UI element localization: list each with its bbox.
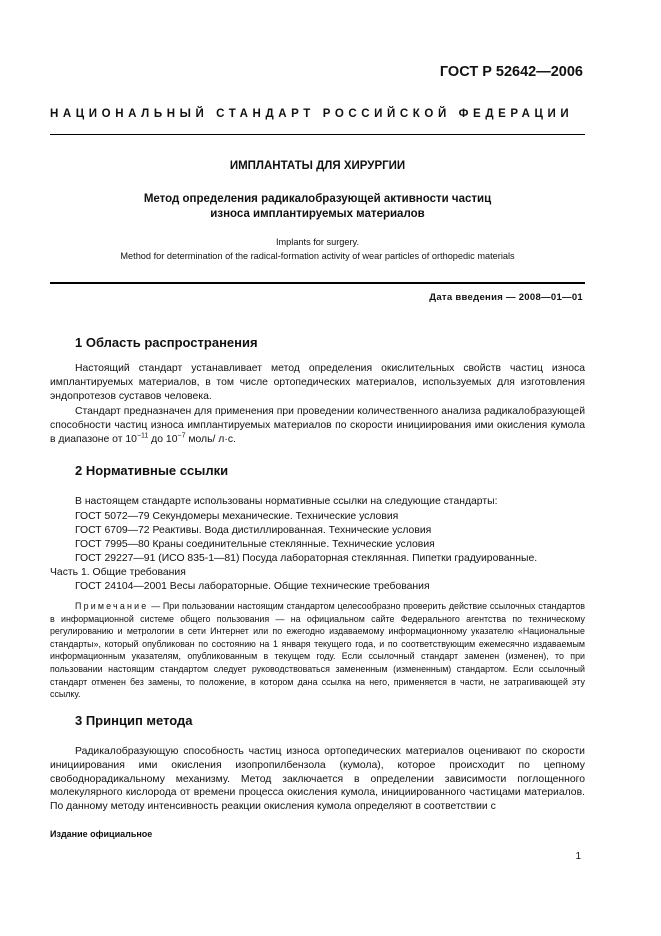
subtitle-line-1: Метод определения радикалобразующей активности частиц [143, 193, 492, 205]
page-number: 1 [575, 851, 581, 862]
title-divider [50, 282, 585, 284]
section-2-note [50, 600, 585, 701]
section-2-intro: В настоящем стандарте использованы нормативные ссылки на следующие стандарты: [75, 496, 498, 507]
exponent-1: −11 [136, 432, 149, 440]
header-divider [50, 134, 585, 135]
reference-item: ГОСТ 24104—2001 Весы лабораторные. Общие технические требования [75, 581, 430, 592]
national-standard-heading: НАЦИОНАЛЬНЫЙ СТАНДАРТ РОССИЙСКОЙ ФЕДЕРАЦИИ [50, 108, 574, 120]
range-mid: до 10 [148, 433, 178, 445]
section-1-paragraph-2 [50, 405, 585, 446]
document-subtitle [50, 192, 585, 222]
subtitle-line-2: износа имплантируемых материалов [210, 208, 425, 220]
section-2-heading: 2 Нормативные ссылки [75, 463, 229, 478]
section-3-paragraph-1 [50, 745, 585, 814]
reference-item: ГОСТ 6709—72 Реактивы. Вода дистиллированная. Технические условия [75, 525, 432, 536]
section-3-heading: 3 Принцип метода [75, 713, 193, 728]
range-unit: моль/ л·с. [185, 433, 236, 445]
document-title: ИМПЛАНТАТЫ ДЛЯ ХИРУРГИИ [229, 160, 406, 172]
section-1-paragraph-1 [50, 362, 585, 403]
english-title [50, 236, 585, 263]
reference-item: ГОСТ 5072—79 Секундомеры механические. Технические условия [75, 511, 399, 522]
official-edition-label: Издание официальное [50, 829, 153, 839]
note-text: — При пользовании настоящим стандартом целесообразно проверить действие ссылочных стандартов в информационной системе общего пользования — на официальном сайте Федерального агентства по техническому регулированию и метрологии в сети Интернет или по ежегодно издаваемому информационному указателю «Национальные стандарты», который опубликован по состоянию на 1 января текущего года, и по соответствующим ежемесячно издаваемым информационным указателям, опубликованным в текущем году. Если ссылочный стандарт заменен (изменен), то при пользовании настоящим стандартом следует руководствоваться замененным (измененным) стандартом. Если ссылочный стандарт отменен без замены, то положение, в котором дана ссылка на него, применяется в части, не затрагивающей эту ссылку. [50, 601, 585, 700]
introduction-date: Дата введения — 2008—01—01 [429, 292, 583, 303]
note-label: Примечание [75, 601, 149, 611]
exponent-2: −7 [177, 432, 186, 440]
standard-id: ГОСТ Р 52642—2006 [439, 64, 583, 80]
section-1-heading: 1 Область распространения [75, 335, 258, 350]
reference-item: ГОСТ 7995—80 Краны соединительные стеклянные. Технические условия [75, 539, 435, 550]
section-1-paragraph-1-text: Настоящий стандарт устанавливает метод определения окислительных свойств частиц износа имплантируемых материалов, в том числе ортопедических материалов, используемых для изготовления эндопротезов суставов человека. [50, 363, 585, 402]
section-3-paragraph-1-text: Радикалобразующую способность частиц износа ортопедических материалов оценивают по скорости инициирования ими окисления изопропилбензола (кумола), которое происходит по цепному свободнорадикальному механизму. Метод заключается в определении зависимости поглощенного молекулярного кислорода от времени процесса окисления кумола, инициированного частицами материалов. По данному методу интенсивность реакции окисления кумола определяют в соответствии с [50, 746, 585, 813]
section-1-paragraph-2-text: Стандарт предназначен для применения при проведении количественного анализа радикалобразующей способности частиц износа имплантируемых материалов по скорости инициирования ими окисления кумола в диапазоне от 10 [50, 406, 585, 445]
reference-item: ГОСТ 29227—91 (ИСО 835-1—81) Посуда лабораторная стеклянная. Пипетки градуированные. [75, 553, 538, 564]
english-title-line-1: Implants for surgery. [275, 237, 360, 247]
english-title-line-2: Method for determination of the radical-formation activity of wear particles of orthopedic materials [120, 250, 515, 261]
reference-item-continuation: Часть 1. Общие требования [50, 567, 186, 578]
